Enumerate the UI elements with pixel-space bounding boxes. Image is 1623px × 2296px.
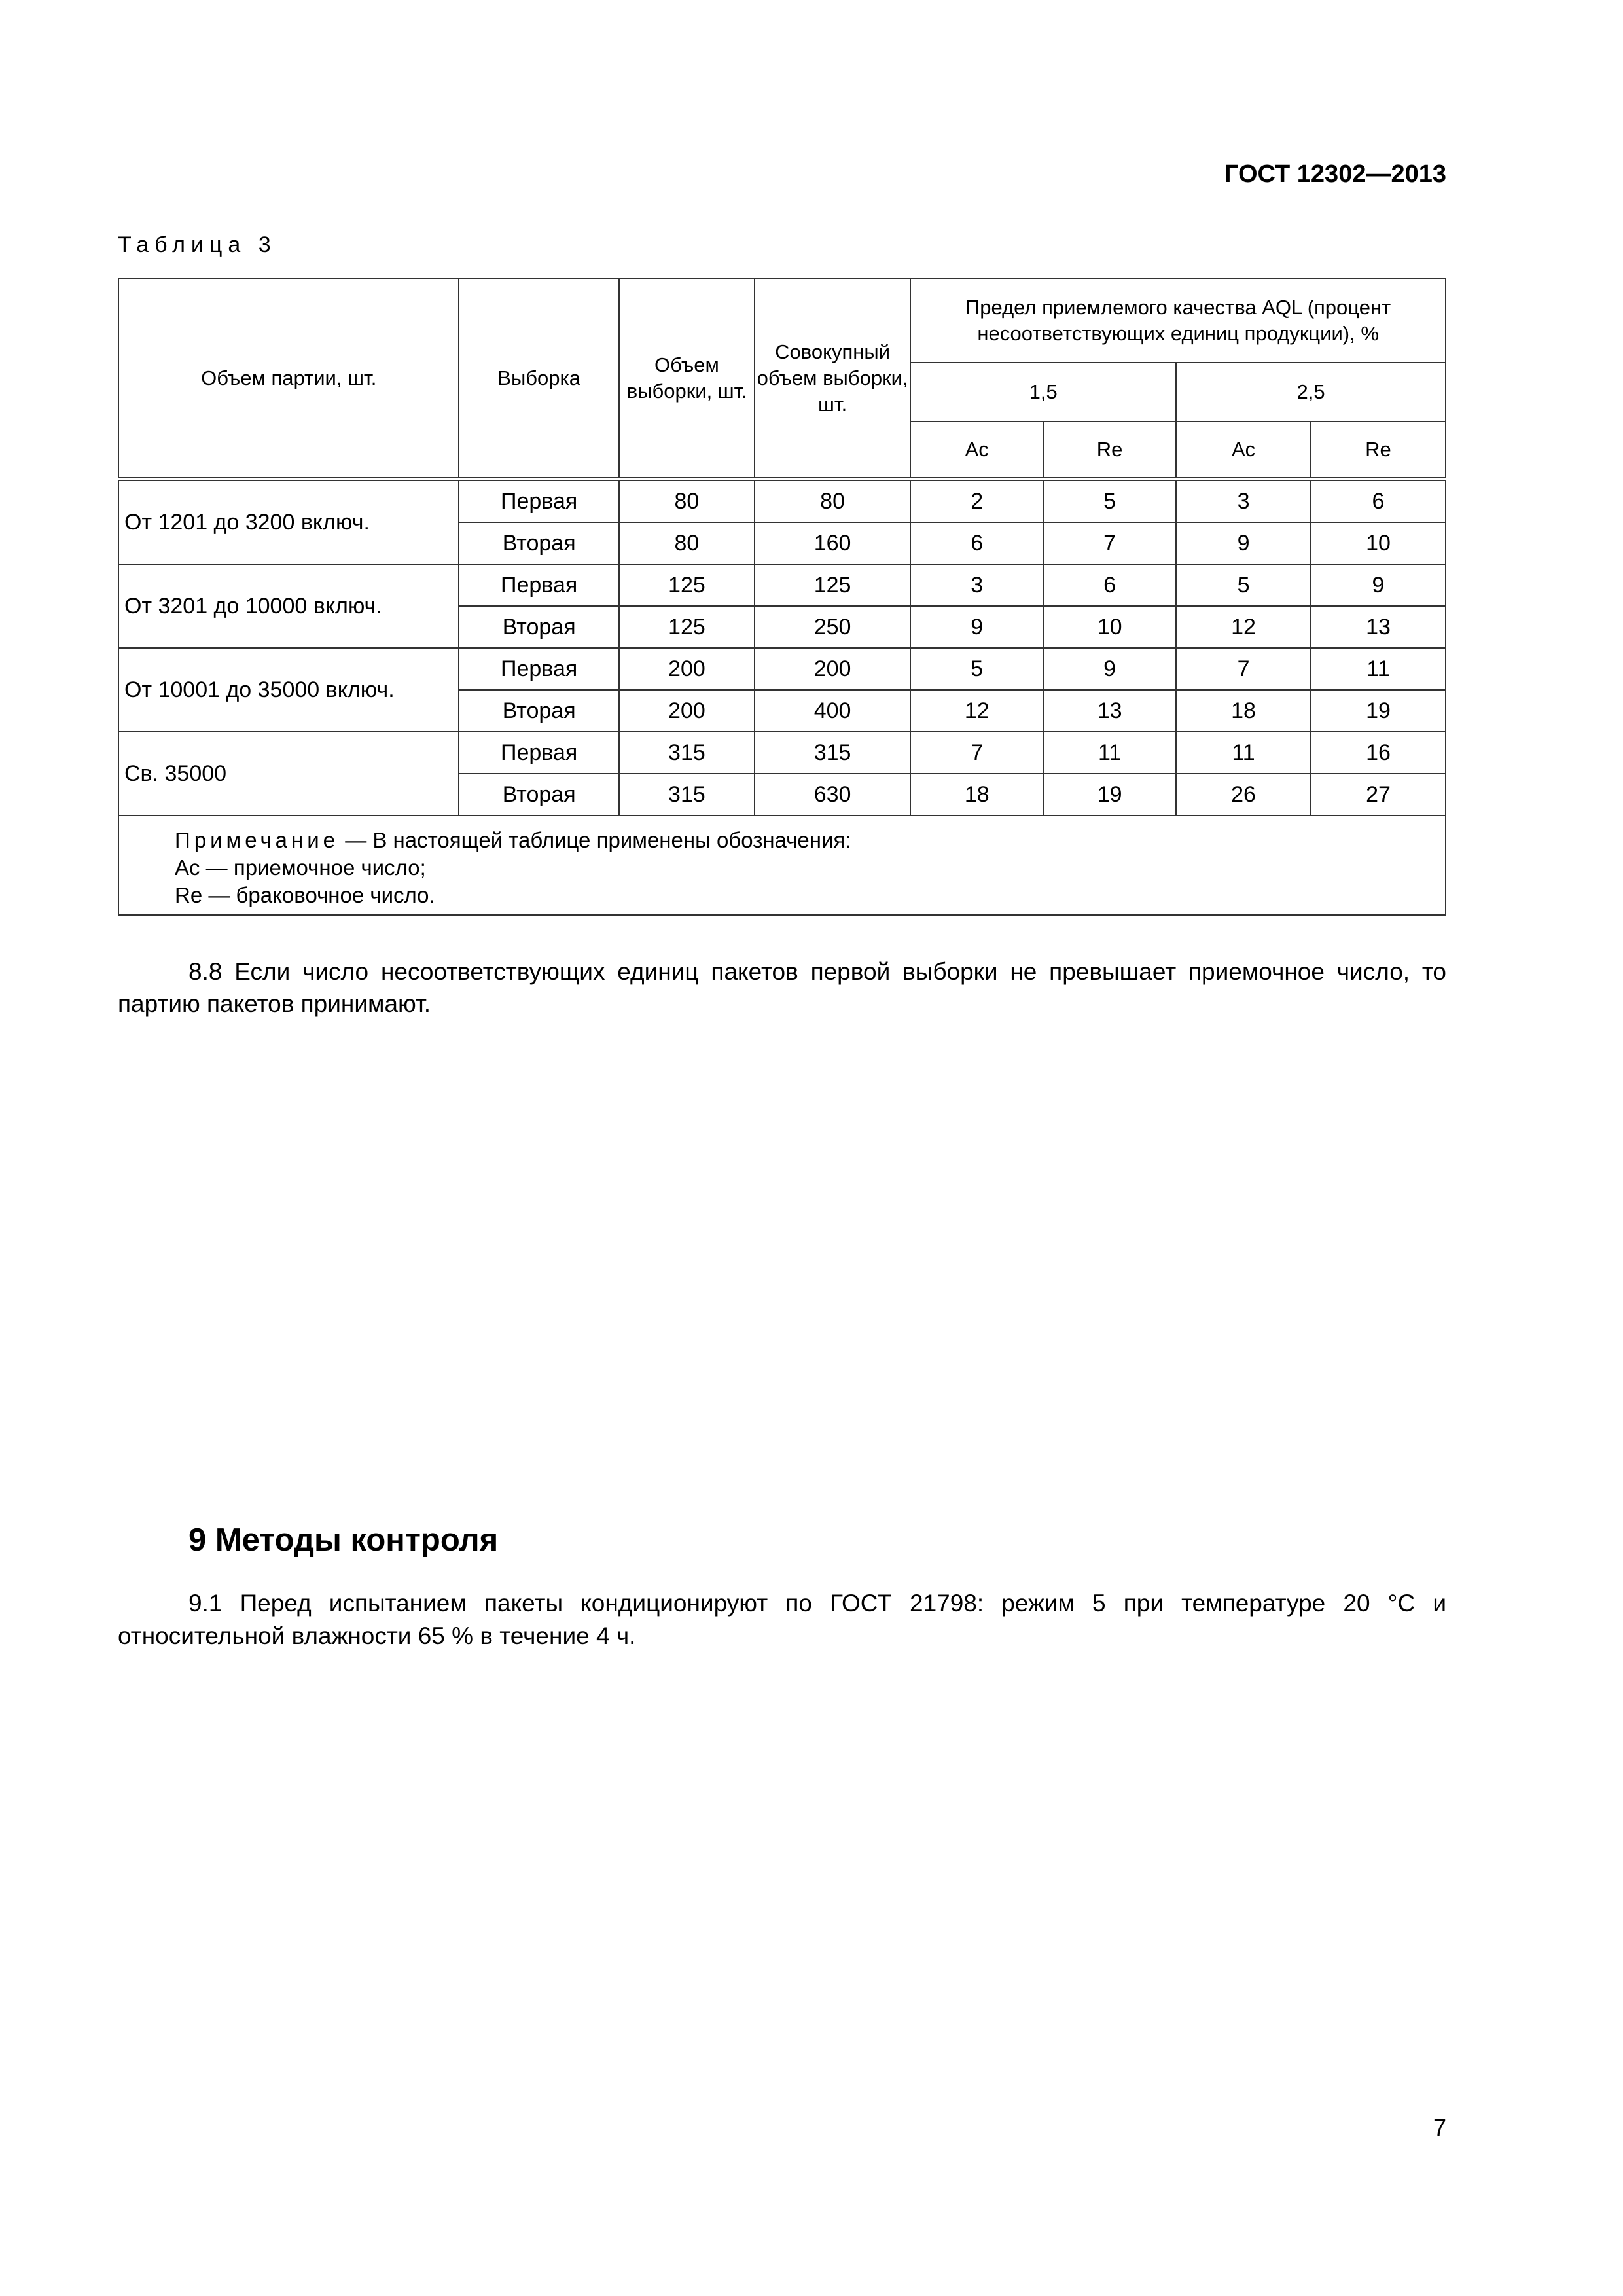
- sample-size-cell: 125: [619, 564, 755, 606]
- table-row: [118, 564, 1446, 606]
- re-cell: 13: [1311, 606, 1446, 648]
- re-cell: 13: [1043, 690, 1176, 732]
- note-line: Re — браковочное число.: [175, 882, 435, 907]
- batch-size-cell: Св. 35000: [118, 732, 459, 816]
- col-header-re: Re: [1311, 422, 1446, 479]
- table-note: [118, 816, 1446, 915]
- cumulative-cell: 80: [755, 479, 910, 522]
- col-header-aql-2-5: 2,5: [1176, 363, 1446, 422]
- re-cell: 19: [1311, 690, 1446, 732]
- sample-size-cell: 125: [619, 606, 755, 648]
- table-row: [118, 732, 1446, 774]
- sample-cell: Первая: [459, 648, 618, 690]
- batch-size-cell: От 10001 до 35000 включ.: [118, 648, 459, 732]
- col-header-ac: Ac: [1176, 422, 1311, 479]
- cumulative-cell: 125: [755, 564, 910, 606]
- ac-cell: 9: [1176, 522, 1311, 564]
- cumulative-cell: 200: [755, 648, 910, 690]
- col-header-sample-size: Объем выборки, шт.: [619, 279, 755, 479]
- col-header-batch-size: Объем партии, шт.: [118, 279, 459, 479]
- ac-cell: 12: [1176, 606, 1311, 648]
- note-line: — В настоящей таблице применены обозначения:: [345, 828, 851, 852]
- cumulative-cell: 250: [755, 606, 910, 648]
- ac-cell: 7: [910, 732, 1043, 774]
- sample-size-cell: 80: [619, 479, 755, 522]
- re-cell: 10: [1043, 606, 1176, 648]
- sample-size-cell: 80: [619, 522, 755, 564]
- col-header-aql-1-5: 1,5: [910, 363, 1176, 422]
- document-code: ГОСТ 12302—2013: [1224, 160, 1446, 188]
- re-cell: 19: [1043, 774, 1176, 816]
- ac-cell: 18: [910, 774, 1043, 816]
- sampling-plan-table: [118, 278, 1446, 916]
- ac-cell: 6: [910, 522, 1043, 564]
- section-heading: 9 Методы контроля: [188, 1522, 499, 1558]
- note-prefix: Примечание: [175, 828, 340, 852]
- ac-cell: 3: [1176, 479, 1311, 522]
- table-note-row: [118, 816, 1446, 915]
- table-row: [118, 648, 1446, 690]
- ac-cell: 5: [910, 648, 1043, 690]
- paragraph: 8.8 Если число несоответствующих единиц пакетов первой выборки не превышает приемочное число, то партию пакетов принимают.: [118, 958, 1446, 1017]
- sample-size-cell: 315: [619, 732, 755, 774]
- ac-cell: 3: [910, 564, 1043, 606]
- batch-size-cell: От 1201 до 3200 включ.: [118, 479, 459, 564]
- re-cell: 6: [1311, 479, 1446, 522]
- col-header-cumulative-size: Совокупный объем выборки, шт.: [755, 279, 910, 479]
- ac-cell: 26: [1176, 774, 1311, 816]
- re-cell: 11: [1043, 732, 1176, 774]
- col-header-ac: Ac: [910, 422, 1043, 479]
- col-header-aql: Предел приемлемого качества AQL (процент несоответствующих единиц продукции), %: [910, 279, 1446, 363]
- ac-cell: 12: [910, 690, 1043, 732]
- ac-cell: 2: [910, 479, 1043, 522]
- batch-size-cell: От 3201 до 10000 включ.: [118, 564, 459, 648]
- sample-size-cell: 200: [619, 690, 755, 732]
- sample-cell: Первая: [459, 479, 618, 522]
- col-header-re: Re: [1043, 422, 1176, 479]
- re-cell: 9: [1311, 564, 1446, 606]
- sample-size-cell: 315: [619, 774, 755, 816]
- cumulative-cell: 630: [755, 774, 910, 816]
- sample-cell: Вторая: [459, 606, 618, 648]
- section-9-text: [118, 1587, 1446, 1653]
- sample-size-cell: 200: [619, 648, 755, 690]
- re-cell: 16: [1311, 732, 1446, 774]
- sample-cell: Вторая: [459, 690, 618, 732]
- re-cell: 7: [1043, 522, 1176, 564]
- cumulative-cell: 400: [755, 690, 910, 732]
- sample-cell: Первая: [459, 732, 618, 774]
- re-cell: 6: [1043, 564, 1176, 606]
- page-number: 7: [1433, 2114, 1446, 2141]
- re-cell: 27: [1311, 774, 1446, 816]
- ac-cell: 7: [1176, 648, 1311, 690]
- sample-cell: Первая: [459, 564, 618, 606]
- re-cell: 9: [1043, 648, 1176, 690]
- re-cell: 11: [1311, 648, 1446, 690]
- ac-cell: 18: [1176, 690, 1311, 732]
- table-label: Таблица 3: [118, 232, 277, 257]
- sample-cell: Вторая: [459, 522, 618, 564]
- note-line: Ac — приемочное число;: [175, 855, 426, 880]
- sample-cell: Вторая: [459, 774, 618, 816]
- ac-cell: 9: [910, 606, 1043, 648]
- paragraph: 9.1 Перед испытанием пакеты кондиционируют по ГОСТ 21798: режим 5 при температуре 20 °С и относительной влажности 65 % в течение 4 ч.: [118, 1590, 1446, 1649]
- cumulative-cell: 315: [755, 732, 910, 774]
- cumulative-cell: 160: [755, 522, 910, 564]
- ac-cell: 5: [1176, 564, 1311, 606]
- section-8-text: [118, 956, 1446, 1020]
- table-row: [118, 479, 1446, 522]
- ac-cell: 11: [1176, 732, 1311, 774]
- re-cell: 10: [1311, 522, 1446, 564]
- col-header-sample: Выборка: [459, 279, 618, 479]
- re-cell: 5: [1043, 479, 1176, 522]
